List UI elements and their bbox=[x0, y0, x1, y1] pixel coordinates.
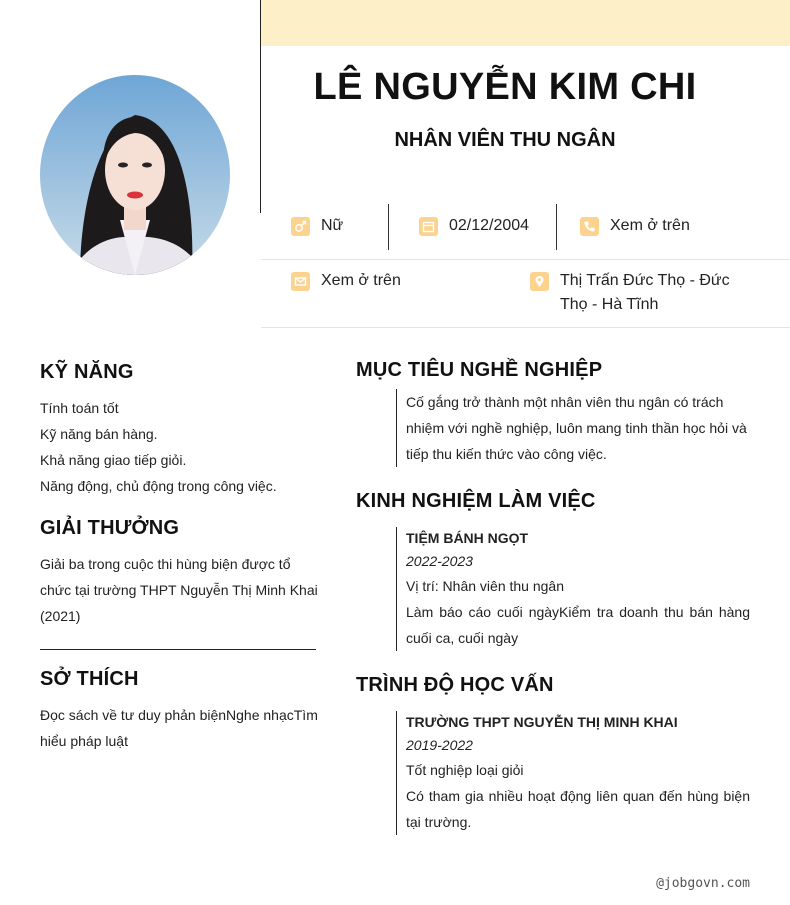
skill-item: Năng động, chủ động trong công việc. bbox=[40, 478, 277, 494]
awards-title: GIẢI THƯỞNG bbox=[40, 517, 180, 539]
hobbies-title: SỞ THÍCH bbox=[40, 668, 139, 690]
experience-block bbox=[396, 527, 750, 651]
section-divider bbox=[40, 649, 316, 650]
experience-period: 2022-2023 bbox=[406, 553, 473, 569]
skill-item: Khả năng giao tiếp giỏi. bbox=[40, 452, 187, 468]
objective-line: tiếp thu kiến thức vào công việc. bbox=[406, 446, 607, 462]
education-title: TRÌNH ĐỘ HỌC VẤN bbox=[356, 674, 554, 696]
candidate-name: LÊ NGUYỄN KIM CHI bbox=[313, 66, 697, 108]
experience-position: Vị trí: Nhân viên thu ngân bbox=[406, 578, 564, 594]
phone-icon bbox=[580, 217, 599, 236]
awards-text bbox=[40, 551, 318, 629]
dob-value: 02/12/2004 bbox=[449, 217, 530, 234]
gender-info bbox=[291, 214, 343, 238]
watermark[interactable]: @jobgovn.com bbox=[656, 876, 750, 891]
info-separator bbox=[556, 204, 557, 250]
hobbies-text bbox=[40, 702, 318, 754]
email-info bbox=[291, 269, 401, 293]
objective-title: MỤC TIÊU NGHỀ NGHIỆP bbox=[356, 359, 603, 381]
objective-line: Cố gắng trở thành một nhân viên thu ngân có trách bbox=[406, 394, 724, 410]
experience-description: Làm báo cáo cuối ngàyKiểm tra doanh thu bán hàng cuối ca, cuối ngày bbox=[406, 604, 750, 646]
education-org: TRƯỜNG THPT NGUYỄN THỊ MINH KHAI bbox=[406, 714, 678, 730]
avatar bbox=[40, 75, 230, 275]
email-value: Xem ở trên bbox=[321, 272, 401, 289]
address-line-1: Thị Trấn Đức Thọ - Đức bbox=[560, 272, 730, 289]
gender-icon bbox=[291, 217, 310, 236]
info-separator bbox=[388, 204, 389, 250]
experience-title: KINH NGHIỆM LÀM VIỆC bbox=[356, 490, 596, 512]
education-description: Có tham gia nhiều hoạt động liên quan đến hùng biện tại trường. bbox=[406, 788, 750, 830]
skill-item: Kỹ năng bán hàng. bbox=[40, 426, 158, 442]
award-line: (2021) bbox=[40, 608, 81, 624]
info-divider bbox=[261, 327, 790, 328]
job-title: NHÂN VIÊN THU NGÂN bbox=[394, 129, 616, 151]
education-block bbox=[396, 711, 750, 835]
objective-line: nhiệm với nghề nghiệp, luôn mang tinh thần học hỏi và bbox=[406, 420, 747, 436]
phone-value: Xem ở trên bbox=[610, 217, 690, 234]
info-divider bbox=[261, 259, 790, 260]
calendar-icon bbox=[419, 217, 438, 236]
skills-title: KỸ NĂNG bbox=[40, 361, 134, 383]
location-pin-icon bbox=[530, 272, 549, 291]
email-icon bbox=[291, 272, 310, 291]
experience-org: TIỆM BÁNH NGỌT bbox=[406, 530, 529, 546]
hobby-line: Đọc sách về tư duy phản biệnNghe nhạcTìm bbox=[40, 707, 318, 723]
gender-value: Nữ bbox=[321, 217, 344, 234]
skills-list bbox=[40, 395, 277, 499]
address-info bbox=[530, 269, 730, 317]
award-line: chức tại trường THPT Nguyễn Thị Minh Khai bbox=[40, 582, 318, 598]
address-line-2: Thọ - Hà Tĩnh bbox=[560, 296, 659, 313]
objective-block bbox=[396, 389, 750, 467]
hobby-line: hiểu pháp luật bbox=[40, 733, 128, 749]
phone-info bbox=[580, 214, 690, 238]
award-line: Giải ba trong cuộc thi hùng biện được tổ bbox=[40, 556, 291, 572]
skill-item: Tính toán tốt bbox=[40, 400, 119, 416]
education-result: Tốt nghiệp loại giỏi bbox=[406, 762, 524, 778]
header-accent-bar bbox=[261, 0, 790, 46]
education-period: 2019-2022 bbox=[406, 737, 473, 753]
dob-info bbox=[419, 214, 529, 238]
